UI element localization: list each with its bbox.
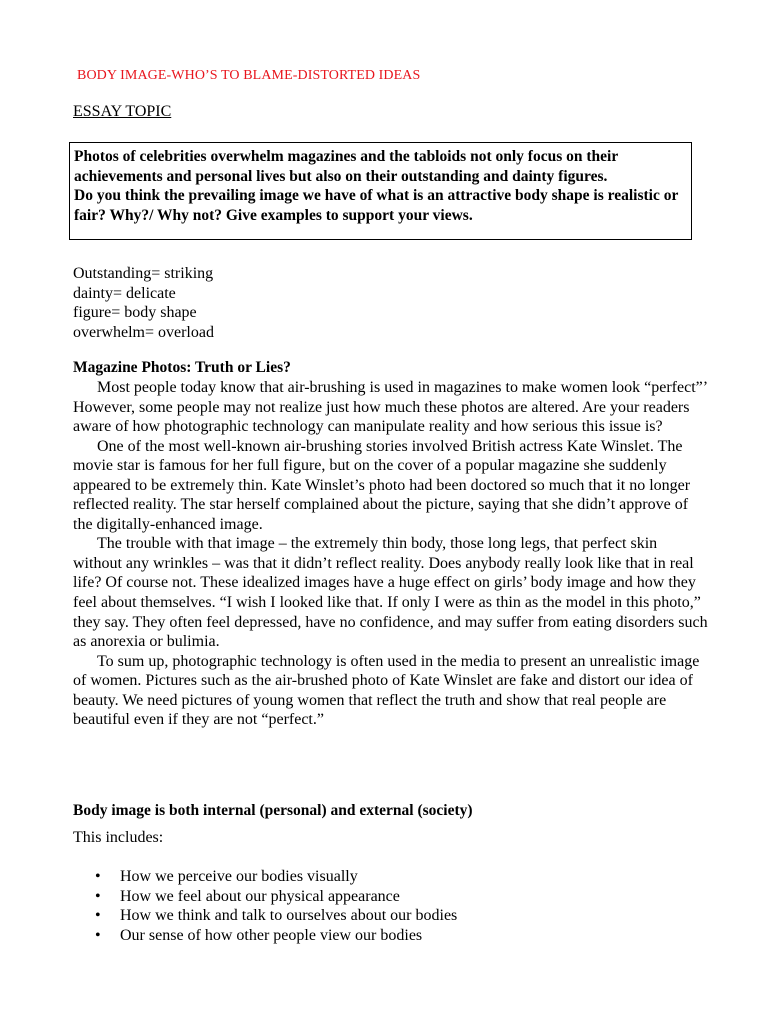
vocabulary-item: figure= body shape	[73, 304, 197, 322]
list-item-text: How we feel about our physical appearance	[120, 887, 400, 905]
article-paragraph: To sum up, photographic technology is often used in the media to present an unrealistic image of women. Pictures such as the air-brushed photo of Kate Winslet are fake and distort our idea of beauty. We need pictures of young women that reflect the truth and show that real people are beautiful even if they are not “perfect.”	[73, 652, 700, 729]
list-item	[95, 867, 457, 887]
bullet-icon: •	[95, 868, 101, 885]
article-paragraph: The trouble with that image – the extremely thin body, those long legs, that perfect skin without any wrinkles – was that it didn’t reflect reality. Does anybody really look like that in real life? Of course not. These idealized images have a huge effect on girls’ body image and how they feel about themselves. “I wish I looked like that. If only I were as thin as the model in this photo,” they say. They often feel depressed, have no confidence, and may suffer from eating disorders such as anorexia or bulimia.	[73, 535, 708, 651]
essay-topic-label: ESSAY TOPIC	[73, 103, 172, 120]
bullet-list	[95, 867, 457, 945]
list-item	[95, 906, 457, 926]
document-title: BODY IMAGE-WHO’S TO BLAME-DISTORTED IDEAS	[77, 68, 421, 83]
bullet-icon: •	[95, 887, 101, 905]
article-body	[73, 378, 709, 730]
article-paragraph: Most people today know that air-brushing is used in magazines to make women look “perfect”’ However, some people may not realize just how much these photos are altered. Are your readers aware of how photographic technology can manipulate reality and how serious this issue is?	[73, 379, 707, 436]
section-heading: Body image is both internal (personal) and external (society)	[73, 802, 473, 819]
list-item	[95, 887, 457, 907]
bullet-icon: •	[95, 907, 101, 925]
article-paragraph: One of the most well-known air-brushing stories involved British actress Kate Winslet. The movie star is famous for her full figure, but on the cover of a popular magazine she suddenly appeared to be extremely thin. Kate Winslet’s photo had been doctored so much that it no longer reflected reality. The star herself complained about the picture, saying that she didn’t approve of the digitally-enhanced image.	[73, 437, 691, 533]
vocabulary-item: Outstanding= striking	[73, 265, 214, 282]
list-item	[95, 926, 457, 946]
section-intro: This includes:	[73, 829, 164, 846]
vocabulary-item: overwhelm= overload	[73, 324, 214, 342]
list-item-text: How we perceive our bodies visually	[120, 868, 358, 885]
list-item-text: Our sense of how other people view our bodies	[120, 926, 423, 944]
bullet-icon: •	[95, 926, 101, 944]
essay-topic-box	[69, 142, 692, 240]
article-heading: Magazine Photos: Truth or Lies?	[73, 359, 291, 376]
list-item-text: How we think and talk to ourselves about our bodies	[120, 907, 458, 925]
topic-paragraph-2: Do you think the prevailing image we have of what is an attractive body shape is realistic or fair? Why?/ Why not? Give examples to support your views.	[74, 187, 679, 224]
vocabulary-item: dainty= delicate	[73, 284, 176, 302]
vocabulary-list	[73, 264, 214, 343]
topic-paragraph-1: Photos of celebrities overwhelm magazines and the tabloids not only focus on their achievements and personal lives but also on their outstanding and dainty figures.	[74, 148, 618, 185]
